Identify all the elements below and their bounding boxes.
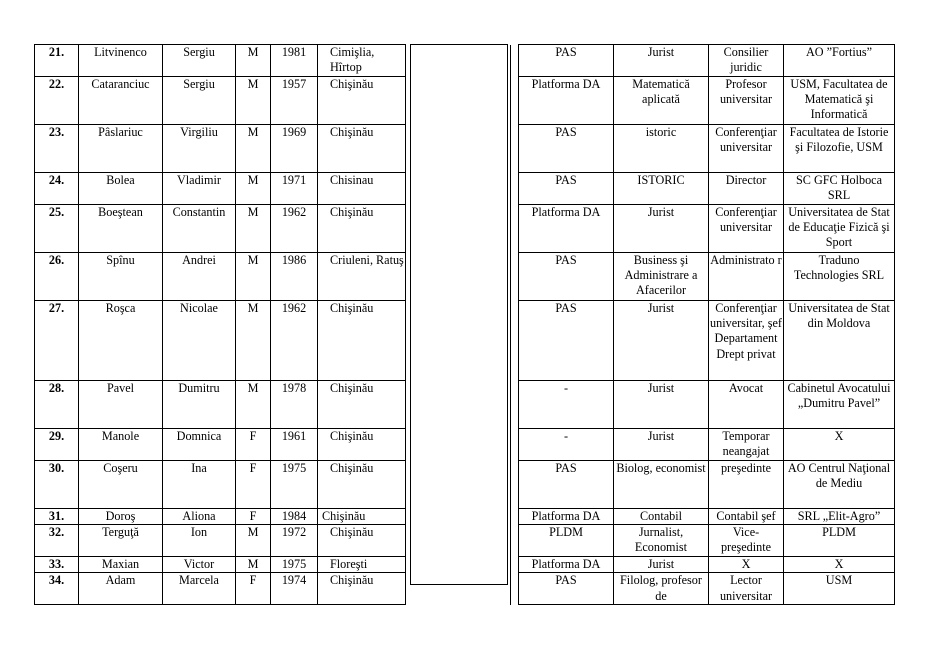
party-cell: PAS xyxy=(519,125,614,173)
specialty-cell: Contabil xyxy=(614,509,709,525)
position-cell: X xyxy=(709,557,784,573)
last-name-cell: Manole xyxy=(79,429,163,461)
birth-year-cell: 1957 xyxy=(271,77,318,125)
spacer-cell-cell xyxy=(511,429,519,461)
row-number-cell: 22. xyxy=(35,77,79,125)
first-name-cell: Andrei xyxy=(163,253,236,301)
workplace-cell: PLDM xyxy=(784,525,895,557)
last-name-cell: Doroş xyxy=(79,509,163,525)
party-cell: - xyxy=(519,381,614,429)
birth-year-cell: 1962 xyxy=(271,205,318,253)
redacted-column-box xyxy=(410,44,508,585)
last-name-cell: Litvinenco xyxy=(79,45,163,77)
position-cell: Vice-preşedinte xyxy=(709,525,784,557)
sex-cell: F xyxy=(236,461,271,509)
workplace-cell: AO ”Fortius” xyxy=(784,45,895,77)
birth-year-cell: 1975 xyxy=(271,461,318,509)
party-cell: PAS xyxy=(519,253,614,301)
spacer-cell-cell xyxy=(511,381,519,429)
workplace-cell: Traduno Technologies SRL xyxy=(784,253,895,301)
first-name-cell: Vladimir xyxy=(163,173,236,205)
party-cell: Platforma DA xyxy=(519,205,614,253)
position-cell: Director xyxy=(709,173,784,205)
sex-cell: M xyxy=(236,525,271,557)
spacer-cell-cell xyxy=(511,509,519,525)
party-cell: PAS xyxy=(519,301,614,381)
workplace-cell: USM xyxy=(784,573,895,605)
first-name-cell: Marcela xyxy=(163,573,236,605)
spacer-cell-cell xyxy=(511,125,519,173)
row-number-cell: 34. xyxy=(35,573,79,605)
locality-cell: Chişinău xyxy=(318,381,406,429)
first-name-cell: Domnica xyxy=(163,429,236,461)
locality-cell: Chişinău xyxy=(318,125,406,173)
last-name-cell: Pâslariuc xyxy=(79,125,163,173)
sex-cell: M xyxy=(236,557,271,573)
last-name-cell: Boeştean xyxy=(79,205,163,253)
last-name-cell: Maxian xyxy=(79,557,163,573)
party-cell: Platforma DA xyxy=(519,557,614,573)
last-name-cell: Cataranciuc xyxy=(79,77,163,125)
locality-cell: Chişinău xyxy=(318,573,406,605)
sex-cell: M xyxy=(236,125,271,173)
last-name-cell: Bolea xyxy=(79,173,163,205)
first-name-cell: Virgiliu xyxy=(163,125,236,173)
position-cell: Administrato r xyxy=(709,253,784,301)
first-name-cell: Sergiu xyxy=(163,77,236,125)
spacer-cell-cell xyxy=(511,461,519,509)
sex-cell: M xyxy=(236,173,271,205)
row-number-cell: 21. xyxy=(35,45,79,77)
sex-cell: M xyxy=(236,301,271,381)
row-number-cell: 31. xyxy=(35,509,79,525)
workplace-cell: Universitatea de Stat din Moldova xyxy=(784,301,895,381)
row-number-cell: 32. xyxy=(35,525,79,557)
birth-year-cell: 1961 xyxy=(271,429,318,461)
row-number-cell: 23. xyxy=(35,125,79,173)
position-cell: Profesor universitar xyxy=(709,77,784,125)
workplace-cell: SC GFC Holboca SRL xyxy=(784,173,895,205)
specialty-cell: istoric xyxy=(614,125,709,173)
specialty-cell: Jurist xyxy=(614,429,709,461)
specialty-cell: Jurist xyxy=(614,45,709,77)
specialty-cell: Business şi Administrare a Afacerilor xyxy=(614,253,709,301)
party-cell: Platforma DA xyxy=(519,509,614,525)
sex-cell: M xyxy=(236,205,271,253)
specialty-cell: Filolog, profesor de xyxy=(614,573,709,605)
birth-year-cell: 1962 xyxy=(271,301,318,381)
sex-cell: M xyxy=(236,253,271,301)
first-name-cell: Victor xyxy=(163,557,236,573)
birth-year-cell: 1975 xyxy=(271,557,318,573)
position-cell: Conferenţiar universitar xyxy=(709,205,784,253)
last-name-cell: Pavel xyxy=(79,381,163,429)
locality-cell: Floreşti xyxy=(318,557,406,573)
position-cell: Lector universitar xyxy=(709,573,784,605)
last-name-cell: Terguţă xyxy=(79,525,163,557)
spacer-cell-cell xyxy=(511,557,519,573)
party-cell: PAS xyxy=(519,173,614,205)
position-cell: Conferenţiar universitar, şef Departament Drept privat xyxy=(709,301,784,381)
sex-cell: M xyxy=(236,381,271,429)
last-name-cell: Coşeru xyxy=(79,461,163,509)
birth-year-cell: 1969 xyxy=(271,125,318,173)
specialty-cell: Matematică aplicată xyxy=(614,77,709,125)
specialty-cell: Jurist xyxy=(614,557,709,573)
workplace-cell: Universitatea de Stat de Educaţie Fizică şi Sport xyxy=(784,205,895,253)
locality-cell: Chişinău xyxy=(318,429,406,461)
last-name-cell: Spînu xyxy=(79,253,163,301)
spacer-cell-cell xyxy=(511,253,519,301)
last-name-cell: Roşca xyxy=(79,301,163,381)
specialty-cell: Jurist xyxy=(614,205,709,253)
party-cell: - xyxy=(519,429,614,461)
spacer-cell-cell xyxy=(511,301,519,381)
birth-year-cell: 1971 xyxy=(271,173,318,205)
specialty-cell: ISTORIC xyxy=(614,173,709,205)
locality-cell: Chişinău xyxy=(318,301,406,381)
first-name-cell: Sergiu xyxy=(163,45,236,77)
specialty-cell: Biolog, economist xyxy=(614,461,709,509)
party-cell: PAS xyxy=(519,461,614,509)
row-number-cell: 26. xyxy=(35,253,79,301)
position-cell: Contabil şef xyxy=(709,509,784,525)
birth-year-cell: 1972 xyxy=(271,525,318,557)
locality-cell: Chisinau xyxy=(318,173,406,205)
position-cell: Avocat xyxy=(709,381,784,429)
position-cell: Conferenţiar universitar xyxy=(709,125,784,173)
locality-cell: Chişinău xyxy=(318,509,406,525)
row-number-cell: 25. xyxy=(35,205,79,253)
sex-cell: M xyxy=(236,77,271,125)
position-cell: Temporar neangajat xyxy=(709,429,784,461)
spacer-cell-cell xyxy=(511,77,519,125)
row-number-cell: 30. xyxy=(35,461,79,509)
locality-cell: Chişinău xyxy=(318,525,406,557)
row-number-cell: 24. xyxy=(35,173,79,205)
first-name-cell: Ina xyxy=(163,461,236,509)
workplace-cell: X xyxy=(784,557,895,573)
first-name-cell: Constantin xyxy=(163,205,236,253)
workplace-cell: X xyxy=(784,429,895,461)
birth-year-cell: 1981 xyxy=(271,45,318,77)
spacer-cell-cell xyxy=(511,45,519,77)
locality-cell: Chişinău xyxy=(318,77,406,125)
sex-cell: M xyxy=(236,45,271,77)
first-name-cell: Nicolae xyxy=(163,301,236,381)
birth-year-cell: 1978 xyxy=(271,381,318,429)
party-cell: PLDM xyxy=(519,525,614,557)
locality-cell: Criuleni, Ratuş xyxy=(318,253,406,301)
workplace-cell: Cabinetul Avocatului „Dumitru Pavel” xyxy=(784,381,895,429)
workplace-cell: AO Centrul Naţional de Mediu xyxy=(784,461,895,509)
first-name-cell: Dumitru xyxy=(163,381,236,429)
row-number-cell: 33. xyxy=(35,557,79,573)
row-number-cell: 28. xyxy=(35,381,79,429)
party-cell: PAS xyxy=(519,45,614,77)
spacer-cell-cell xyxy=(511,525,519,557)
party-cell: PAS xyxy=(519,573,614,605)
workplace-cell: USM, Facultatea de Matematică şi Informatică xyxy=(784,77,895,125)
specialty-cell: Jurnalist, Economist xyxy=(614,525,709,557)
row-number-cell: 27. xyxy=(35,301,79,381)
spacer-cell-cell xyxy=(511,573,519,605)
locality-cell: Chişinău xyxy=(318,205,406,253)
locality-cell: Chişinău xyxy=(318,461,406,509)
sex-cell: F xyxy=(236,429,271,461)
row-number-cell: 29. xyxy=(35,429,79,461)
workplace-cell: Facultatea de Istorie şi Filozofie, USM xyxy=(784,125,895,173)
spacer-cell-cell xyxy=(511,205,519,253)
party-cell: Platforma DA xyxy=(519,77,614,125)
birth-year-cell: 1986 xyxy=(271,253,318,301)
birth-year-cell: 1974 xyxy=(271,573,318,605)
locality-cell: Cimişlia, Hîrtop xyxy=(318,45,406,77)
birth-year-cell: 1984 xyxy=(271,509,318,525)
position-cell: Consilier juridic xyxy=(709,45,784,77)
workplace-cell: SRL „Elit-Agro” xyxy=(784,509,895,525)
specialty-cell: Jurist xyxy=(614,301,709,381)
sex-cell: F xyxy=(236,573,271,605)
first-name-cell: Ion xyxy=(163,525,236,557)
last-name-cell: Adam xyxy=(79,573,163,605)
first-name-cell: Aliona xyxy=(163,509,236,525)
specialty-cell: Jurist xyxy=(614,381,709,429)
sex-cell: F xyxy=(236,509,271,525)
spacer-cell-cell xyxy=(511,173,519,205)
position-cell: preşedinte xyxy=(709,461,784,509)
